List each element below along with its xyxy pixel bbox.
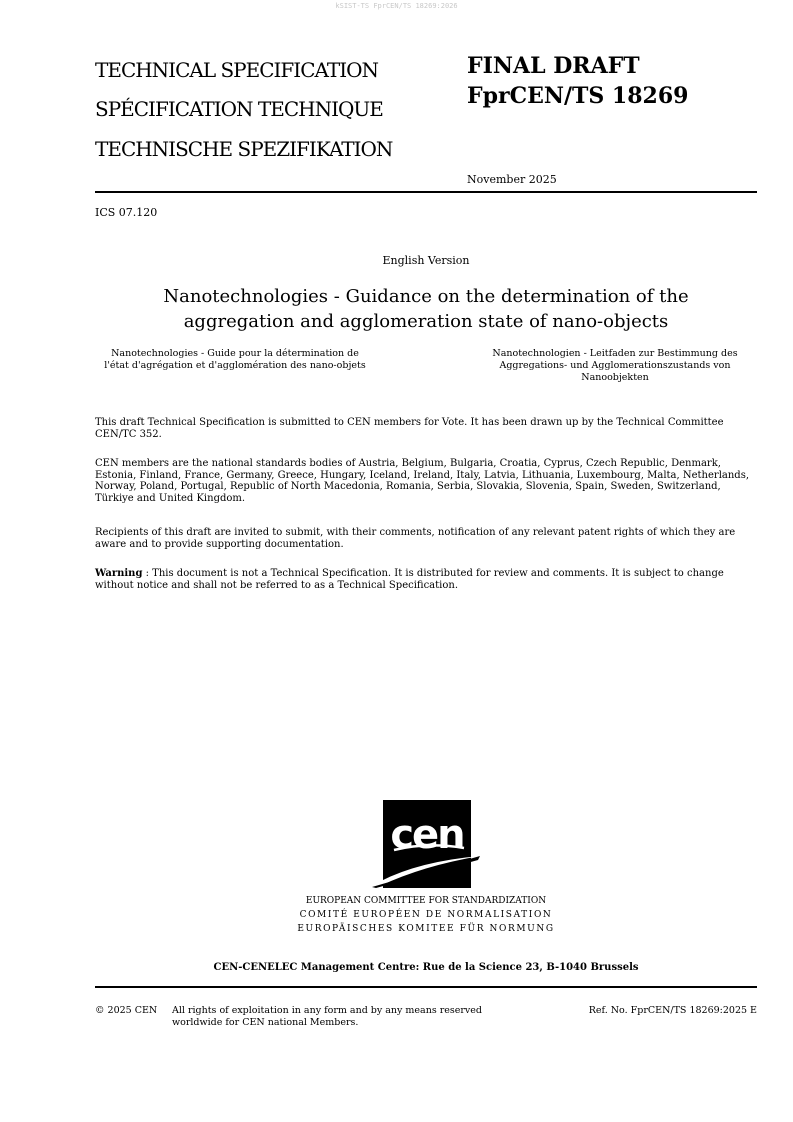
cen-logo [372, 800, 482, 890]
title-french-line-2: l'état d'agrégation et d'agglomération des nano-objets [104, 360, 366, 371]
final-draft-label: FINAL DRAFT [467, 53, 640, 79]
cen-logo-text: cen [390, 812, 464, 858]
warning-text: : This document is not a Technical Specification. It is distributed for review and comments. It is subject to change without notice and shall not be referred to as a Technical Specification. [95, 568, 724, 591]
copyright: © 2025 CEN [95, 1005, 158, 1016]
rights-line-2: worldwide for CEN national Members. [172, 1017, 359, 1028]
committee-name-fr: COMITÉ EUROPÉEN DE NORMALISATION [299, 910, 553, 920]
cen-logo-icon [372, 800, 482, 890]
paragraph-warning [95, 568, 761, 591]
title-german-line-1: Nanotechnologien - Leitfaden zur Bestimmung des [492, 348, 738, 359]
language-version: English Version [382, 254, 470, 267]
document-title-line-1: Nanotechnologies - Guidance on the determination of the [163, 286, 689, 307]
paragraph-vote: This draft Technical Specification is submitted to CEN members for Vote. It has been drawn up by the Technical Committee CEN/TC 352. [95, 417, 724, 440]
rights-line-1: All rights of exploitation in any form and by any means reserved [172, 1005, 483, 1016]
title-french-line-1: Nanotechnologies - Guide pour la détermination de [111, 348, 359, 359]
spec-title-de: TECHNISCHE SPEZIFIKATION [95, 137, 393, 161]
publication-date: November 2025 [467, 173, 557, 186]
rights-statement [172, 1005, 482, 1029]
paragraph-members: CEN members are the national standards bodies of Austria, Belgium, Bulgaria, Croatia, Cyprus, Czech Republic, Denmark, Estonia, Finland, France, Germany, Greece, Hungary, Iceland, Ireland, Italy, Latvia, Lithuania, Luxembourg, Malta, Netherlands, Norway, Poland, Portugal, Republic of North Macedonia, Romania, Serbia, Slovakia, Slovenia, Spain, Sweden, Switzerland, Türkiye and United Kingdom. [95, 458, 750, 504]
header-divider [95, 191, 757, 193]
paragraph-patents: Recipients of this draft are invited to submit, with their comments, notification of any relevant patent rights of which they are aware and to provide supporting documentation. [95, 527, 736, 550]
watermark: kSIST-TS FprCEN/TS 18269:2026 [335, 2, 458, 10]
document-number: FprCEN/TS 18269 [467, 83, 689, 109]
spec-title-fr: SPÉCIFICATION TECHNIQUE [95, 97, 383, 121]
footer-divider [95, 986, 757, 988]
spec-title-en: TECHNICAL SPECIFICATION [95, 58, 378, 82]
committee-name-en: EUROPEAN COMMITTEE FOR STANDARDIZATION [305, 896, 547, 906]
warning-label: Warning [95, 568, 143, 579]
ics-code: ICS 07.120 [95, 206, 158, 219]
title-german-line-3: Nanoobjekten [581, 372, 649, 383]
committee-name-de: EUROPÄISCHES KOMITEE FÜR NORMUNG [297, 924, 555, 934]
document-title-line-2: aggregation and agglomeration state of nano-objects [183, 311, 669, 332]
title-german-line-2: Aggregations- und Agglomerationszustands von [499, 360, 731, 371]
title-french [95, 348, 375, 372]
reference-number: Ref. No. FprCEN/TS 18269:2025 E [588, 1005, 757, 1016]
title-german [480, 348, 750, 384]
management-centre-address: CEN-CENELEC Management Centre: Rue de la Science 23, B-1040 Brussels [213, 962, 639, 973]
